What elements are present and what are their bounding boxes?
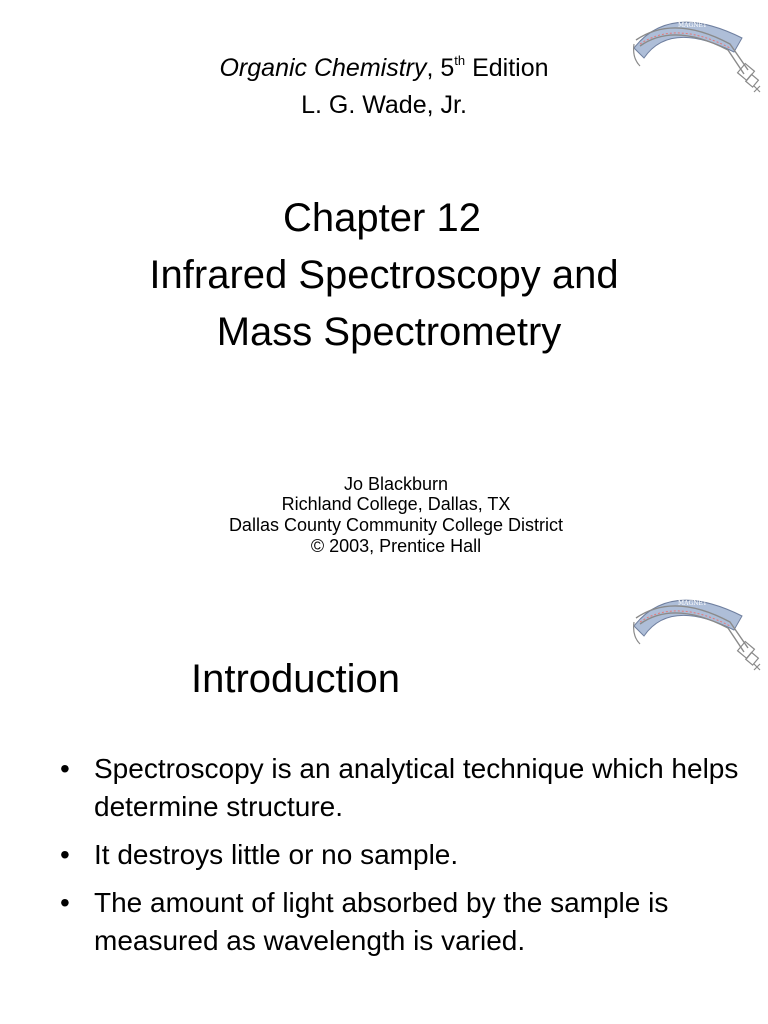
svg-text:MAGNET: MAGNET (678, 22, 707, 29)
credit-district: Dallas County Community College District (228, 515, 564, 535)
bullet-icon: • (60, 887, 70, 918)
book-title-italic: Organic Chemistry (219, 54, 427, 82)
bullet-item (60, 750, 760, 826)
credit-presenter: Jo Blackburn (343, 474, 449, 494)
book-title (0, 53, 768, 87)
chapter-title-line-2: Mass Spectrometry (216, 310, 562, 354)
bullet-item (60, 884, 760, 960)
bullet-icon: • (60, 753, 70, 784)
book-edition-number: , 5 (426, 54, 455, 82)
bullet-item (60, 836, 760, 874)
svg-text:MAGNET: MAGNET (678, 600, 707, 607)
bullet-icon: • (60, 839, 70, 870)
credit-college: Richland College, Dallas, TX (281, 494, 511, 514)
introduction-slide (0, 570, 768, 1024)
slide-heading: Introduction (191, 657, 401, 701)
book-edition-word: Edition (465, 54, 549, 82)
book-edition-suffix: th (454, 53, 466, 68)
bullet-list (60, 750, 760, 970)
bullet-text: It destroys little or no sample. (94, 839, 459, 870)
bullet-text: The amount of light absorbed by the sample is measured as wavelength is varied. (94, 887, 669, 956)
mass-spectrometer-magnet-icon (630, 586, 764, 676)
chapter-title-line-1: Infrared Spectroscopy and (149, 253, 619, 297)
book-author: L. G. Wade, Jr. (301, 91, 467, 119)
bullet-text: Spectroscopy is an analytical technique which helps determine structure. (94, 753, 739, 822)
chapter-number: Chapter 12 (283, 196, 481, 240)
credit-copyright: © 2003, Prentice Hall (310, 536, 482, 556)
